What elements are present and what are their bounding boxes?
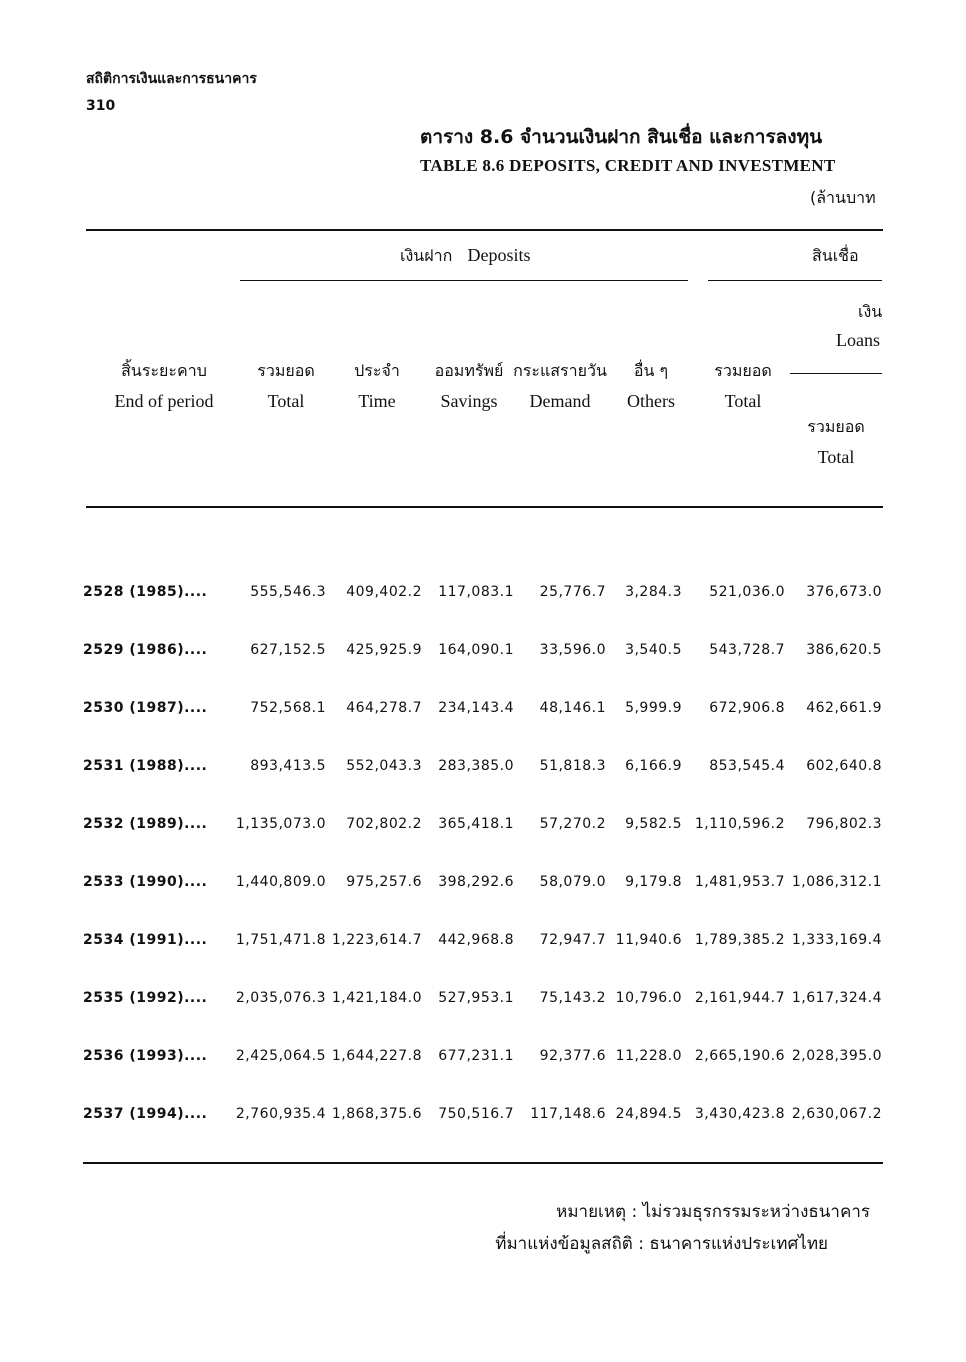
time-cell: 464,278.7 xyxy=(346,700,422,716)
col-period-english: End of period xyxy=(114,391,214,411)
others-cell: 24,894.5 xyxy=(615,1106,682,1122)
col-demand-english: Demand xyxy=(529,391,591,411)
time-cell: 1,421,184.0 xyxy=(331,990,422,1006)
table-top-rule xyxy=(86,229,883,231)
col-header-others xyxy=(618,356,684,416)
loans-total-cell: 1,086,312.1 xyxy=(791,874,882,890)
table-row xyxy=(0,874,966,898)
deposit-total-cell: 627,152.5 xyxy=(250,642,326,658)
period-cell: 2534 (1991).... xyxy=(83,932,208,948)
loans-total-cell: 1,333,169.4 xyxy=(791,932,882,948)
deposit-total-cell: 1,135,073.0 xyxy=(235,816,326,832)
others-cell: 3,540.5 xyxy=(625,642,682,658)
demand-cell: 72,947.7 xyxy=(539,932,606,948)
deposits-group-header xyxy=(400,244,531,269)
time-cell: 1,644,227.8 xyxy=(331,1048,422,1064)
col-header-credit-total xyxy=(703,356,783,416)
demand-cell: 33,596.0 xyxy=(539,642,606,658)
demand-cell: 58,079.0 xyxy=(539,874,606,890)
col-savings-english: Savings xyxy=(440,391,498,411)
deposit-total-cell: 2,425,064.5 xyxy=(235,1048,326,1064)
col-others-english: Others xyxy=(627,391,675,411)
source-note: ที่มาแห่งข้อมูลสถิติ : ธนาคารแห่งประเทศไทย xyxy=(495,1234,828,1254)
deposit-total-cell: 2,760,935.4 xyxy=(235,1106,326,1122)
unit-label: (ล้านบาท xyxy=(810,188,876,207)
col-header-time xyxy=(342,356,412,416)
col-credit-total-thai: รวมยอด xyxy=(714,361,772,380)
deposits-group-thai: เงินฝาก xyxy=(400,246,453,265)
period-cell: 2528 (1985).... xyxy=(83,584,208,600)
table-row xyxy=(0,932,966,956)
table-row xyxy=(0,642,966,666)
col-dep-total-thai: รวมยอด xyxy=(257,361,315,380)
demand-cell: 48,146.1 xyxy=(539,700,606,716)
demand-cell: 117,148.6 xyxy=(530,1106,606,1122)
time-cell: 1,223,614.7 xyxy=(331,932,422,948)
savings-cell: 750,516.7 xyxy=(438,1106,514,1122)
time-cell: 409,402.2 xyxy=(346,584,422,600)
demand-cell: 92,377.6 xyxy=(539,1048,606,1064)
loans-total-cell: 796,802.3 xyxy=(806,816,882,832)
savings-cell: 527,953.1 xyxy=(438,990,514,1006)
col-header-loans-total xyxy=(796,412,876,472)
loans-total-cell: 2,028,395.0 xyxy=(791,1048,882,1064)
col-header-period xyxy=(96,356,232,416)
period-cell: 2536 (1993).... xyxy=(83,1048,208,1064)
col-credit-total-english: Total xyxy=(724,391,762,411)
deposit-total-cell: 2,035,076.3 xyxy=(235,990,326,1006)
credit-group-header: สินเชื่อ xyxy=(812,246,859,265)
col-demand-thai: กระแสรายวัน xyxy=(513,361,607,380)
savings-cell: 442,968.8 xyxy=(438,932,514,948)
loans-total-cell: 1,617,324.4 xyxy=(791,990,882,1006)
table-row xyxy=(0,700,966,724)
table-title-thai: ตาราง 8.6 จำนวนเงินฝาก สินเชื่อ และการลงทุน xyxy=(420,126,823,148)
deposit-total-cell: 752,568.1 xyxy=(250,700,326,716)
credit-group-rule xyxy=(708,280,882,281)
table-title-english: TABLE 8.6 DEPOSITS, CREDIT AND INVESTMENT xyxy=(420,156,836,175)
period-cell: 2537 (1994).... xyxy=(83,1106,208,1122)
others-cell: 3,284.3 xyxy=(625,584,682,600)
table-row xyxy=(0,584,966,608)
period-cell: 2530 (1987).... xyxy=(83,700,208,716)
col-loans-total-english: Total xyxy=(817,447,855,467)
savings-cell: 677,231.1 xyxy=(438,1048,514,1064)
savings-cell: 117,083.1 xyxy=(438,584,514,600)
deposit-total-cell: 555,546.3 xyxy=(250,584,326,600)
loans-total-cell: 376,673.0 xyxy=(806,584,882,600)
others-cell: 6,166.9 xyxy=(625,758,682,774)
time-cell: 1,868,375.6 xyxy=(331,1106,422,1122)
demand-cell: 57,270.2 xyxy=(539,816,606,832)
time-cell: 552,043.3 xyxy=(346,758,422,774)
table-bottom-rule xyxy=(83,1162,883,1164)
deposits-group-rule xyxy=(240,280,688,281)
credit-total-cell: 1,481,953.7 xyxy=(694,874,785,890)
demand-cell: 25,776.7 xyxy=(539,584,606,600)
deposit-total-cell: 1,440,809.0 xyxy=(235,874,326,890)
others-cell: 11,228.0 xyxy=(615,1048,682,1064)
credit-total-cell: 2,161,944.7 xyxy=(694,990,785,1006)
header-bottom-rule xyxy=(86,506,883,508)
table-row xyxy=(0,1048,966,1072)
col-savings-thai: ออมทรัพย์ xyxy=(434,361,504,380)
savings-cell: 234,143.4 xyxy=(438,700,514,716)
loans-total-cell: 462,661.9 xyxy=(806,700,882,716)
others-cell: 11,940.6 xyxy=(615,932,682,948)
book-title: สถิติการเงินและการธนาคาร xyxy=(86,71,257,87)
period-cell: 2532 (1989).... xyxy=(83,816,208,832)
time-cell: 702,802.2 xyxy=(346,816,422,832)
others-cell: 10,796.0 xyxy=(615,990,682,1006)
period-cell: 2531 (1988).... xyxy=(83,758,208,774)
col-loans-total-thai: รวมยอด xyxy=(807,417,865,436)
time-cell: 425,925.9 xyxy=(346,642,422,658)
period-cell: 2529 (1986).... xyxy=(83,642,208,658)
others-cell: 9,582.5 xyxy=(625,816,682,832)
loans-group-thai: เงิน xyxy=(858,302,883,321)
table-row xyxy=(0,758,966,782)
table-row xyxy=(0,816,966,840)
col-header-savings xyxy=(428,356,510,416)
credit-total-cell: 543,728.7 xyxy=(709,642,785,658)
credit-total-cell: 1,789,385.2 xyxy=(694,932,785,948)
savings-cell: 283,385.0 xyxy=(438,758,514,774)
deposits-group-english: Deposits xyxy=(467,245,531,265)
table-row xyxy=(0,990,966,1014)
credit-total-cell: 2,665,190.6 xyxy=(694,1048,785,1064)
loans-total-cell: 602,640.8 xyxy=(806,758,882,774)
col-time-english: Time xyxy=(358,391,396,411)
deposit-total-cell: 893,413.5 xyxy=(250,758,326,774)
deposit-total-cell: 1,751,471.8 xyxy=(235,932,326,948)
loans-total-cell: 2,630,067.2 xyxy=(791,1106,882,1122)
page-number: 310 xyxy=(86,98,116,114)
others-cell: 9,179.8 xyxy=(625,874,682,890)
period-cell: 2535 (1992).... xyxy=(83,990,208,1006)
demand-cell: 51,818.3 xyxy=(539,758,606,774)
others-cell: 5,999.9 xyxy=(625,700,682,716)
demand-cell: 75,143.2 xyxy=(539,990,606,1006)
credit-total-cell: 521,036.0 xyxy=(709,584,785,600)
loans-total-cell: 386,620.5 xyxy=(806,642,882,658)
savings-cell: 365,418.1 xyxy=(438,816,514,832)
credit-total-cell: 853,545.4 xyxy=(709,758,785,774)
table-row xyxy=(0,1106,966,1130)
col-dep-total-english: Total xyxy=(267,391,305,411)
col-period-thai: สิ้นระยะคาบ xyxy=(121,361,207,380)
credit-total-cell: 1,110,596.2 xyxy=(694,816,785,832)
col-header-demand xyxy=(510,356,610,416)
period-cell: 2533 (1990).... xyxy=(83,874,208,890)
savings-cell: 398,292.6 xyxy=(438,874,514,890)
loans-group-english: Loans xyxy=(836,330,880,350)
col-time-thai: ประจำ xyxy=(354,361,400,380)
time-cell: 975,257.6 xyxy=(346,874,422,890)
credit-total-cell: 3,430,423.8 xyxy=(694,1106,785,1122)
credit-total-cell: 672,906.8 xyxy=(709,700,785,716)
loans-group-rule xyxy=(790,373,882,374)
col-others-thai: อื่น ๆ xyxy=(633,361,669,380)
savings-cell: 164,090.1 xyxy=(438,642,514,658)
col-header-deposit-total xyxy=(246,356,326,416)
remark-note: หมายเหตุ : ไม่รวมธุรกรรมระหว่างธนาคาร xyxy=(556,1202,870,1222)
